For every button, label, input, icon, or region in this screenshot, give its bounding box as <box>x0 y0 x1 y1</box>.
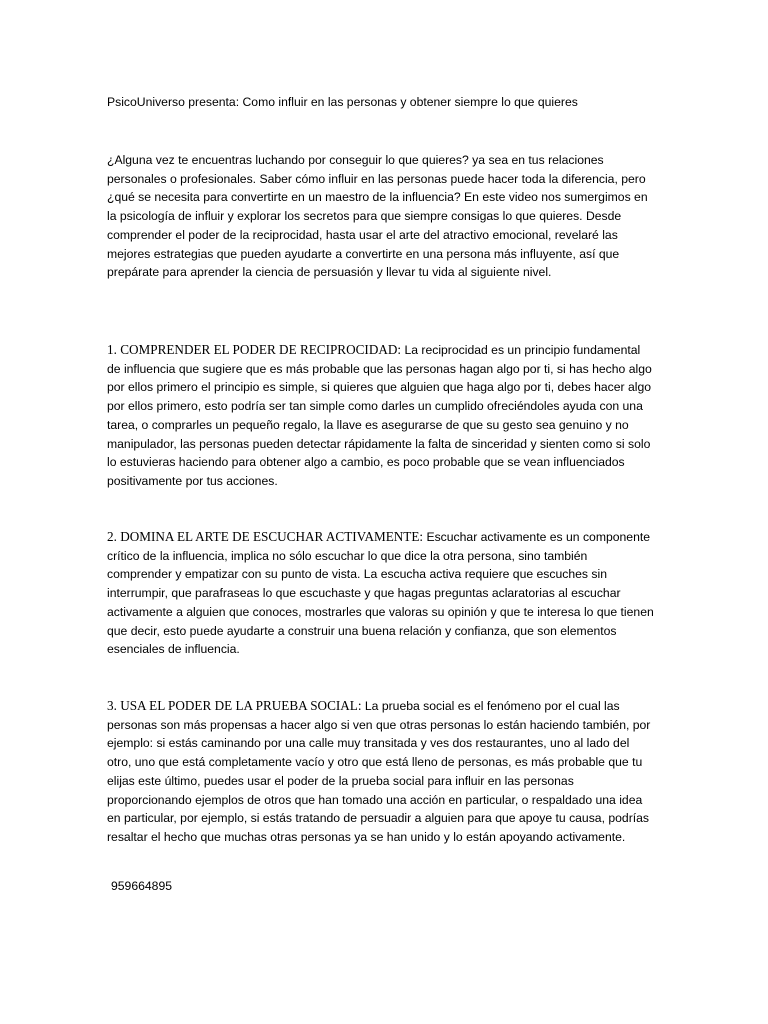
section-heading: 1. COMPRENDER EL PODER DE RECIPROCIDAD: <box>107 342 402 357</box>
section-heading: 2. DOMINA EL ARTE DE ESCUCHAR ACTIVAMENTE: <box>107 529 424 544</box>
title-text: Como influir en las personas y obtener siempre lo que quieres <box>242 95 578 109</box>
section-body: La prueba social es el fenómeno por el cual las personas son más propensas a hacer algo si ven que otras personas lo están haciendo también, por ejemplo: si estás caminando por una calle muy transitada y ves dos restaurantes, uno al lado del otro, uno que está completamente vacío y otro que está lleno de personas, es más probable que tu elijas este último, puedes usar el poder de la prueba social para influir en las personas proporcionando ejemplos de otros que han tomado una acción en particular, o respaldado una idea en particular, por ejemplo, si estás tratando de persuadir a alguien para que apoye tu causa, podrías resaltar el hecho que muchas otras personas ya se han unido y lo están apoyando activamente. <box>107 699 651 844</box>
section-body: Escuchar activamente es un componente crítico de la influencia, implica no sólo escuchar lo que dice la otra persona, sino también comprender y empatizar con su punto de vista. La escucha activa requiere que escuches sin interrumpir, que parafraseas lo que escuchaste y que hagas preguntas aclaratorias al escuchar activamente a alguien que conoces, mostrarles que valoras su opinión y que te interesa lo que tienen que decir, esto puede ayudarte a construir una buena relación y confianza, que son elementos esenciales de influencia. <box>107 530 654 657</box>
section-body: La reciprocidad es un principio fundamental de influencia que sugiere que es más probable que las personas hagan algo por ti, si has hecho algo por ellos primero el principio es simple, si quieres que alguien que haga algo por ti, debes hacer algo por ellos primero, esto podría ser tan simple como darles un cumplido ofreciéndoles ayuda con una tarea, o comprarles un pequeño regalo, la llave es asegurarse de que su gesto sea genuino y no manipulador, las personas pueden detectar rápidamente la falta de sinceridad y sienten como si solo lo estuvieras haciendo para obtener algo a cambio, es poco probable que se vean influenciados positivamente por tus acciones. <box>107 343 652 488</box>
intro-paragraph: ¿Alguna vez te encuentras luchando por conseguir lo que quieres? ya sea en tus relaciones personales o profesionales. Saber cómo influir en las personas puede hacer toda la diferencia, pero ¿qué se necesita para convertirte en un maestro de la influencia? En este video nos sumergimos en la psicología de influir y explorar los secretos para que siempre consigas lo que quieres. Desde comprender el poder de la reciprocidad, hasta usar el arte del atractivo emocional, revelaré las mejores estrategias que pueden ayudarte a convertirte en una persona más influyente, así que prepárate para aprender la ciencia de persuasión y llevar tu vida al siguiente nivel. <box>107 153 648 280</box>
title-prefix: PsicoUniverso presenta: <box>107 95 243 109</box>
section-prueba-social <box>107 697 655 847</box>
section-escuchar <box>107 528 655 659</box>
section-heading: 3. USA EL PODER DE LA PRUEBA SOCIAL: <box>107 698 362 713</box>
section-reciprocidad <box>107 341 655 491</box>
phone-number: 959664895 <box>111 879 173 893</box>
document-title <box>107 93 655 112</box>
